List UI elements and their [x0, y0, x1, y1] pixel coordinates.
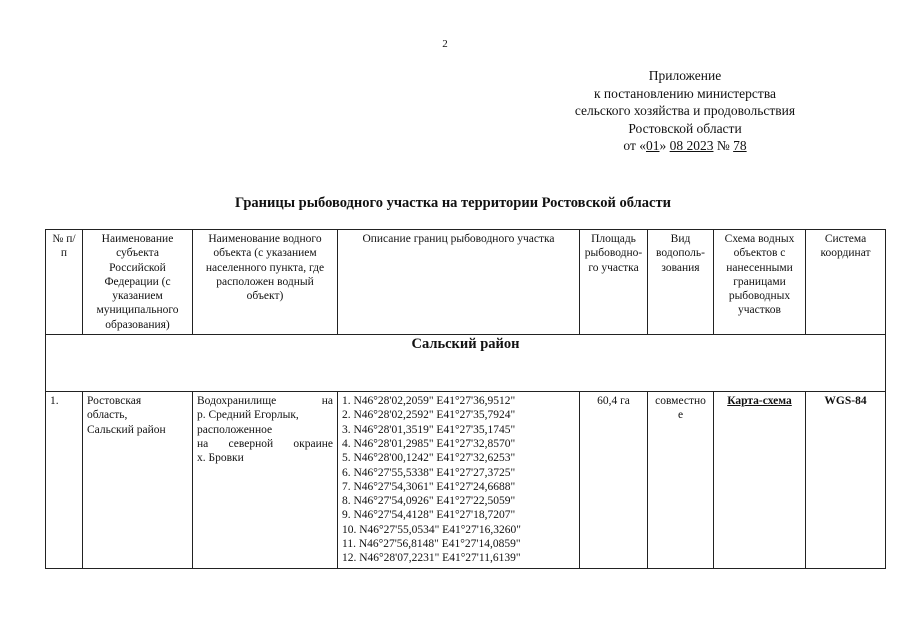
water-object-line: р. Средний Егорлык,: [197, 409, 299, 422]
district-name: Сальский район: [46, 335, 886, 392]
appendix-line: к постановлению министерства: [593, 85, 777, 101]
row-usage: [648, 392, 714, 569]
coordinate-point: 9. N46°27'54,4128" E41°27'18,7207": [342, 509, 516, 522]
coordinate-point: 10. N46°27'55,0534" E41°27'16,3260": [342, 523, 521, 536]
coordinate-point: 7. N46°27'54,3061" E41°27'24,6688": [342, 480, 516, 493]
row-num: 1.: [46, 392, 83, 569]
header-water-object: Наименование водного объекта (с указанием населенного пункта, где расположен водный объект): [193, 230, 338, 335]
header-subject: Наименование субъекта Российской Федерации (с указанием муниципального образования): [83, 230, 193, 335]
date-mid: »: [659, 138, 670, 153]
appendix-line: Приложение: [648, 68, 722, 83]
row-coordinates: [338, 392, 580, 569]
row-area: 60,4 га: [580, 392, 648, 569]
subject-line: область,: [87, 409, 128, 422]
coordinate-point: 12. N46°28'07,2231" E41°27'11,6139": [342, 552, 521, 565]
date-month-year: 08 2023: [669, 138, 714, 153]
usage-line: совместно: [655, 395, 706, 408]
coordinate-point: 4. N46°28'01,2985" E41°27'32,8570": [342, 437, 516, 450]
scheme-map-link[interactable]: Карта-схема: [714, 392, 806, 569]
header-scheme: Схема водных объектов с нанесенными границами рыбоводных участков: [714, 230, 806, 335]
subject-line: Сальский район: [87, 423, 166, 436]
coordinate-point: 6. N46°27'55,5338" E41°27'27,3725": [342, 466, 516, 479]
table-header-row: [46, 230, 886, 335]
coordinate-point: 5. N46°28'00,1242" E41°27'32,6253": [342, 452, 516, 465]
coordinate-point: 8. N46°27'54,0926" E41°27'22,5059": [342, 495, 516, 508]
row-subject: [83, 392, 193, 569]
row-coord-system: WGS-84: [806, 392, 886, 569]
header-num: № п/п: [46, 230, 83, 335]
appendix-line: сельского хозяйства и продовольствия: [574, 103, 796, 118]
table-row: [46, 392, 886, 569]
header-coord-system: Система координат: [806, 230, 886, 335]
usage-line: е: [677, 409, 684, 422]
date-prefix: от «: [623, 138, 646, 153]
water-object-line: на северной окраине: [197, 437, 333, 450]
appendix-block: [560, 67, 810, 155]
header-area: Площадь рыбоводно-го участка: [580, 230, 648, 335]
coordinate-point: 3. N46°28'01,3519" E41°27'35,1745": [342, 423, 516, 436]
coordinate-point: 1. N46°28'02,2059" E41°27'36,9512": [342, 395, 516, 408]
number-prefix: №: [713, 138, 734, 153]
header-usage: Вид водополь-зования: [648, 230, 714, 335]
water-object-line: Водохранилище на: [197, 395, 333, 408]
district-row: [46, 335, 886, 392]
date-day: 01: [645, 138, 660, 153]
document-number: 78: [733, 138, 747, 153]
water-object-line: х. Бровки: [197, 452, 244, 465]
borders-table: [45, 229, 886, 569]
coordinate-point: 11. N46°27'56,8148" E41°27'14,0859": [342, 538, 521, 551]
water-object-line: расположенное: [197, 423, 273, 436]
header-borders: Описание границ рыбоводного участка: [338, 230, 580, 335]
coordinate-point: 2. N46°28'02,2592" E41°27'35,7924": [342, 409, 516, 422]
document-title: Границы рыбоводного участка на территории Ростовской области: [235, 195, 671, 211]
page-number: 2: [442, 38, 448, 50]
row-water-object: [193, 392, 338, 569]
appendix-date-line: [560, 137, 810, 155]
subject-line: Ростовская: [87, 395, 142, 408]
appendix-line: Ростовской области: [628, 120, 742, 136]
